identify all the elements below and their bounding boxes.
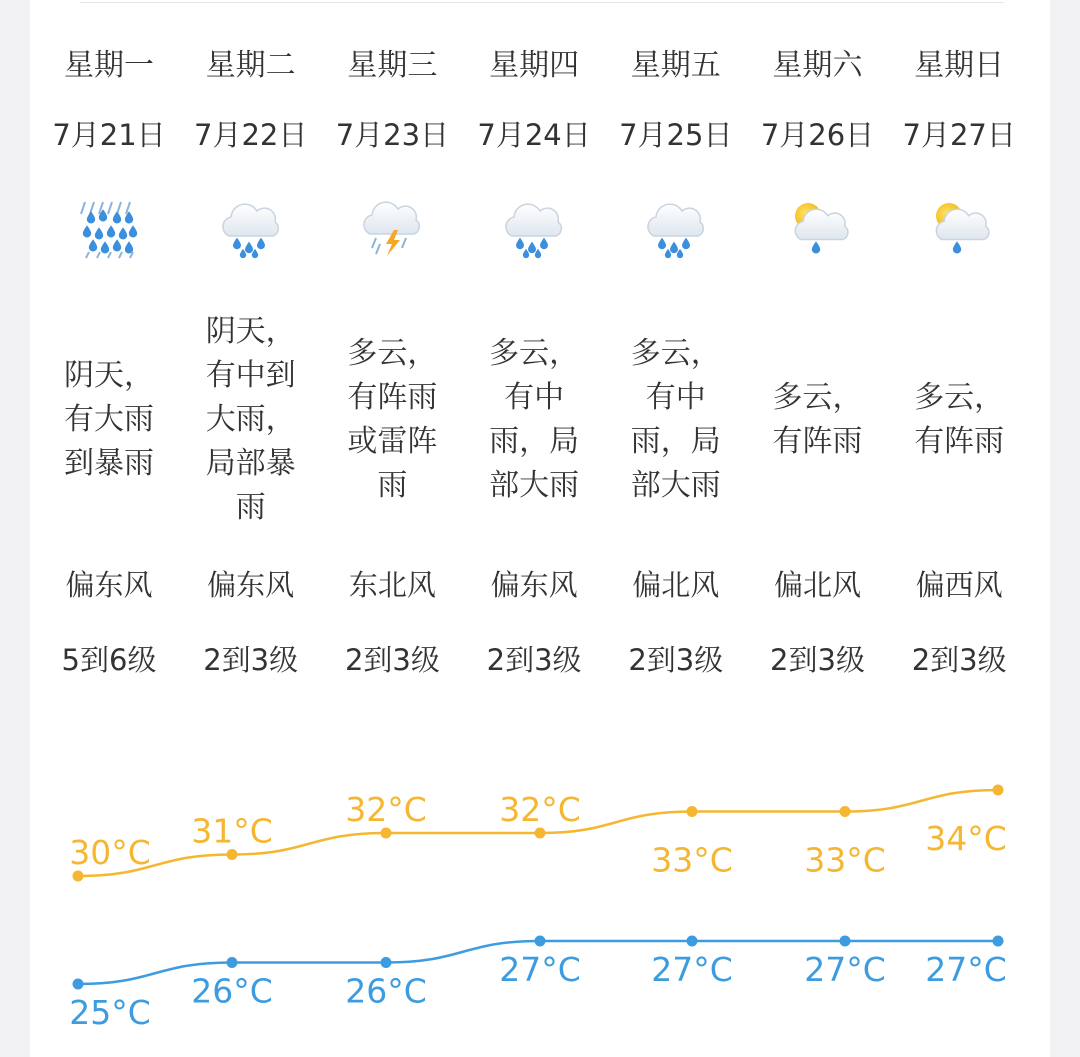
high-temp-point: [73, 871, 84, 882]
sun-cloud-rain-icon: [786, 196, 850, 260]
high-temp-label: 33°C: [804, 840, 886, 880]
low-temp-point: [687, 936, 698, 947]
cloud-rain-icon: [502, 196, 566, 260]
date-label: 7月22日: [194, 118, 308, 152]
high-temp-point: [381, 828, 392, 839]
high-temp-point: [687, 806, 698, 817]
wind-level: 2到3级: [770, 643, 865, 677]
day-column: [186, 0, 316, 700]
high-temp-point: [227, 849, 238, 860]
weather-description: 多云，有中雨，局部大雨: [489, 336, 580, 503]
low-temp-point: [993, 936, 1004, 947]
weather-description-wrap: [44, 300, 174, 540]
weather-description: 多云，有阵雨或雷阵雨: [347, 336, 438, 503]
low-temp-label: 27°C: [651, 950, 733, 989]
date-label: 7月21日: [52, 118, 166, 152]
low-temp-point: [535, 936, 546, 947]
low-temp-point: [227, 957, 238, 968]
weekday-label: 星期三: [347, 48, 438, 83]
weekday-label: 星期五: [630, 48, 721, 83]
wind-direction: 偏东风: [65, 568, 153, 602]
day-column: [753, 0, 883, 700]
wind-level: 2到3级: [911, 643, 1007, 677]
date-label: 7月27日: [902, 118, 1016, 152]
day-column: [894, 0, 1024, 700]
weekday-label: 星期四: [489, 48, 580, 83]
wind-direction: 偏西风: [915, 568, 1003, 602]
wind-direction: 偏北风: [632, 568, 720, 602]
date-label: 7月23日: [335, 118, 450, 152]
wind-level: 5到6级: [61, 643, 157, 677]
high-temp-label: 31°C: [191, 811, 273, 851]
weather-description-wrap: [469, 300, 599, 540]
forecast-columns: [30, 0, 1050, 700]
date-label: 7月26日: [760, 118, 875, 152]
high-temp-label: 33°C: [651, 840, 733, 880]
heavy-rain-icon: [77, 196, 141, 260]
temperature-chart: [30, 740, 1050, 1057]
weather-description-wrap: [894, 300, 1024, 540]
low-temp-label: 25°C: [69, 993, 151, 1032]
weather-description-wrap: [611, 300, 741, 540]
date-label: 7月24日: [477, 118, 591, 152]
sun-cloud-rain-icon: [927, 196, 991, 260]
weather-description: 阴天，有中到大雨，局部暴雨: [205, 314, 296, 525]
cloud-rain-icon: [644, 196, 708, 260]
weather-description-wrap: [186, 300, 316, 540]
day-column: [327, 0, 457, 700]
high-temp-label: 30°C: [69, 833, 151, 872]
day-column: [611, 0, 741, 700]
day-column: [44, 0, 174, 700]
date-label: 7月25日: [619, 118, 733, 152]
high-temp-label: 32°C: [499, 790, 581, 829]
wind-level: 2到3级: [486, 643, 582, 677]
cloud-rain-icon: [219, 196, 283, 260]
weekday-label: 星期六: [772, 48, 863, 83]
wind-level: 2到3级: [203, 643, 299, 677]
weather-description: 多云，有中雨，局部大雨: [630, 336, 721, 503]
high-temp-label: 32°C: [345, 790, 427, 829]
low-temp-label: 26°C: [345, 971, 427, 1011]
thunder-shower-icon: [360, 196, 424, 260]
wind-direction: 东北风: [348, 568, 436, 602]
weather-description: 多云，有阵雨: [914, 380, 1005, 459]
wind-direction: 偏北风: [773, 568, 861, 602]
high-temp-point: [535, 828, 546, 839]
weather-description: 多云，有阵雨: [772, 380, 863, 459]
high-temp-point: [840, 806, 851, 817]
weekday-label: 星期二: [205, 48, 296, 83]
high-temp-label: 34°C: [925, 819, 1007, 858]
low-temp-point: [840, 936, 851, 947]
wind-direction: 偏东风: [207, 568, 295, 602]
wind-level: 2到3级: [628, 643, 724, 677]
weather-description-wrap: [753, 300, 883, 540]
weekday-label: 星期一: [64, 48, 154, 83]
wind-direction: 偏东风: [490, 568, 578, 602]
low-temp-label: 26°C: [191, 971, 273, 1011]
low-temp-label: 27°C: [925, 950, 1007, 989]
low-temp-point: [73, 979, 84, 990]
day-column: [469, 0, 599, 700]
low-temp-label: 27°C: [499, 950, 581, 989]
wind-level: 2到3级: [344, 643, 440, 677]
low-temp-point: [381, 957, 392, 968]
weather-forecast-card: [30, 0, 1050, 1057]
high-temp-point: [993, 785, 1004, 796]
low-temp-label: 27°C: [804, 950, 886, 989]
weekday-label: 星期日: [914, 48, 1005, 83]
weather-description: 阴天，有大雨到暴雨: [64, 358, 154, 481]
weather-description-wrap: [327, 300, 457, 540]
